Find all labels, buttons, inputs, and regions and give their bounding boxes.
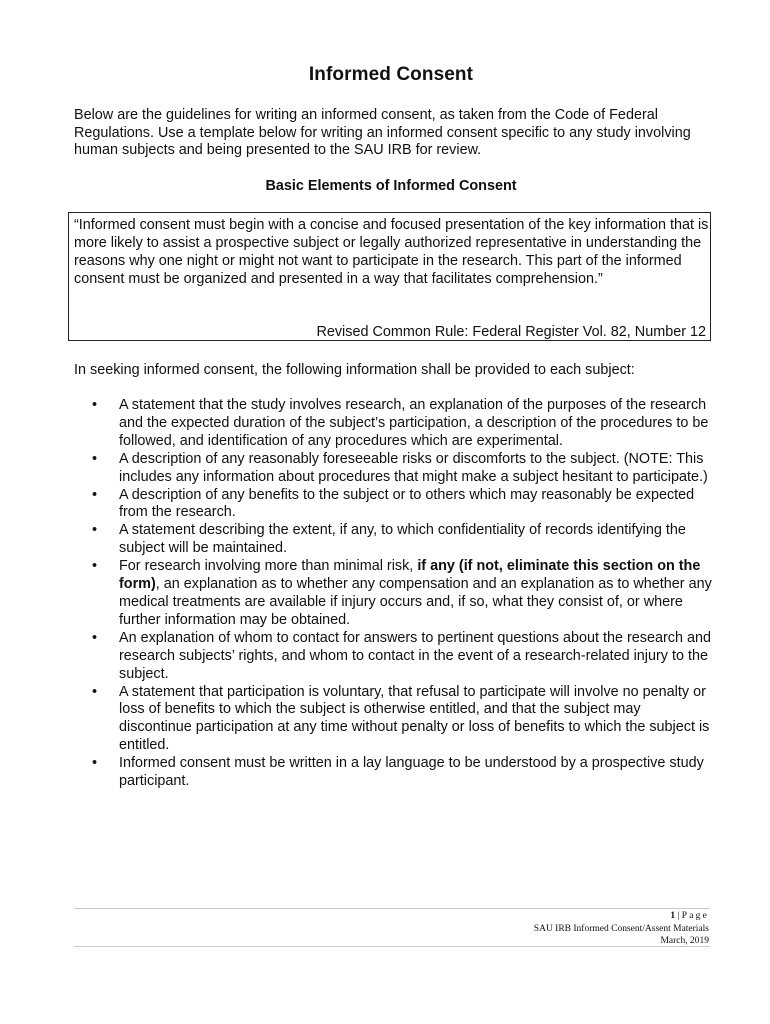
page-label: Page	[681, 911, 709, 921]
page-title: Informed Consent	[308, 64, 474, 85]
section-heading: Basic Elements of Informed Consent	[265, 178, 517, 194]
list-item-text: A statement that the study involves research, an explanation of the purposes of the research and the expected duration of the subject’s participation, a description of the procedures to be followed, and identification of any procedures which are experimental.	[119, 397, 709, 449]
list-item	[92, 397, 712, 451]
list-item-text: An explanation of whom to contact for answers to pertinent questions about the research and research subjects’ rights, and whom to contact in the event of a research-related injury to the subject.	[119, 629, 711, 682]
bullet-icon: •	[92, 486, 98, 503]
quote-source: Revised Common Rule: Federal Register Vol. 82, Number 12	[316, 324, 706, 340]
list-item	[92, 522, 712, 558]
list-item-text: A description of any reasonably foreseeable risks or discomforts to the subject. (NOTE: This includes any information about procedures that might make a subject hesitant to participate.)	[119, 450, 708, 485]
intro-paragraph: Below are the guidelines for writing an informed consent, as taken from the Code of Federal Regulations. Use a template below for writing an informed consent specific to any study involving human subjects and being presented to the SAU IRB for review.	[74, 107, 691, 159]
quote-box	[68, 212, 711, 341]
page-number: 1	[670, 911, 676, 921]
page-number-line	[534, 910, 709, 923]
bullet-icon: •	[92, 558, 98, 575]
bullet-icon: •	[92, 755, 98, 772]
bullet-icon: •	[92, 397, 98, 413]
list-item-text	[119, 558, 712, 628]
list-item	[92, 684, 712, 756]
page-separator: |	[675, 911, 682, 921]
list-item-text-start: For research involving more than minimal risk,	[119, 558, 418, 575]
quote-text: “Informed consent must begin with a concise and focused presentation of the key information that is more likely to assist a prospective subject or legally authorized representative in understanding the reasons why one night or might not want to participate in the research. This part of the informed consent must be organized and presented in a way that facilitates comprehension.”	[74, 217, 709, 287]
page-footer	[534, 910, 709, 948]
bullet-icon: •	[92, 683, 98, 700]
list-item-text: A description of any benefits to the subject or to others which may reasonably be expected from the research.	[119, 486, 695, 521]
list-item	[92, 630, 712, 684]
footer-doc-name: SAU IRB Informed Consent/Assent Materials	[533, 923, 709, 934]
footer-date: March, 2019	[660, 936, 709, 946]
footer-divider-top	[74, 908, 710, 909]
list-item	[92, 487, 712, 523]
list-item-text-end: , an explanation as to whether any compensation and an explanation as to whether any medical treatments are available if injury occurs and, if so, what they consist of, or where further information may be obtained.	[119, 576, 712, 628]
list-item	[92, 755, 712, 791]
footer-divider-bottom	[74, 946, 710, 947]
list-item-text: A statement that participation is voluntary, that refusal to participate will involve no penalty or loss of benefits to which the subject is otherwise entitled, and that the subject may discontinue participation at any time without penalty or loss of benefits to which the subject is entitled.	[119, 683, 710, 754]
list-item-text: A statement describing the extent, if any, to which confidentiality of records identifying the subject will be maintained.	[119, 522, 686, 557]
lead-paragraph: In seeking informed consent, the following information shall be provided to each subject:	[74, 362, 635, 378]
bullet-icon: •	[92, 450, 98, 467]
bullet-icon: •	[92, 629, 98, 646]
requirements-list	[92, 397, 712, 791]
list-item	[92, 558, 712, 630]
list-item	[92, 451, 712, 487]
list-item-text-bold: if any (if not, eliminate this section on the form)	[119, 558, 701, 593]
list-item-text: Informed consent must be written in a lay language to be understood by a prospective study participant.	[119, 755, 704, 790]
bullet-icon: •	[92, 522, 98, 539]
